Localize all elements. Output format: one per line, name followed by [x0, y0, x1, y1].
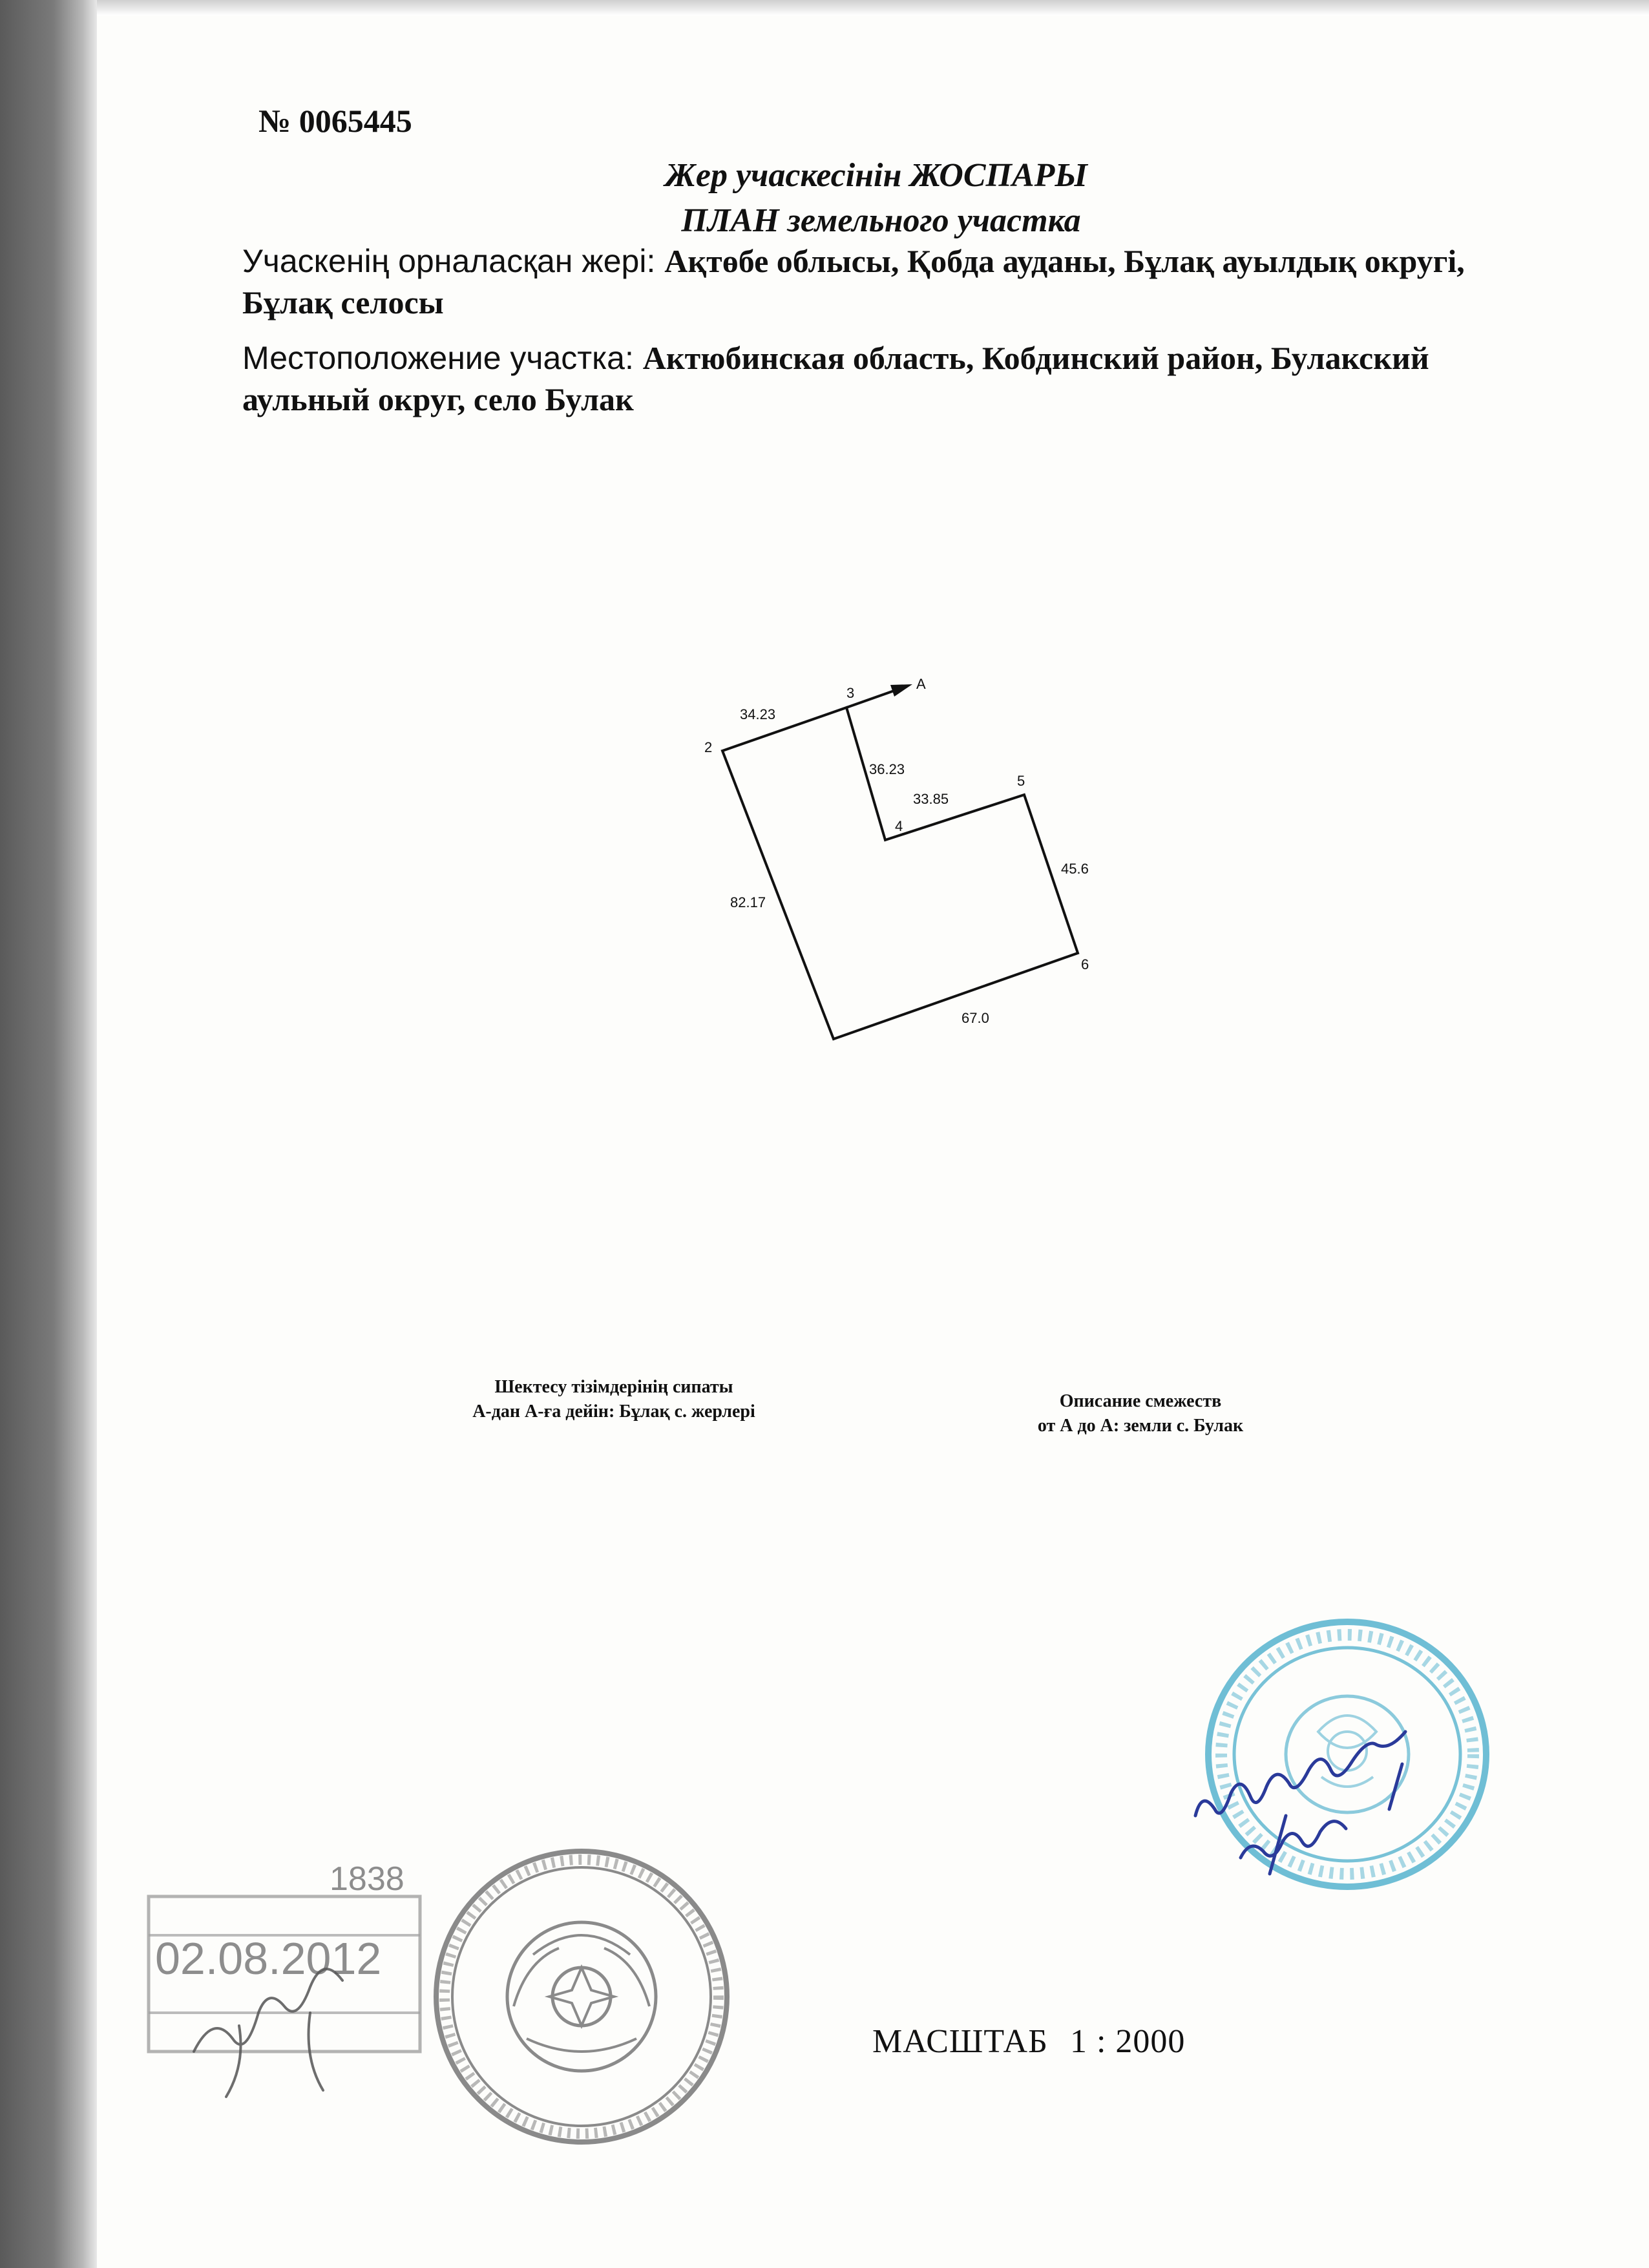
point-label-3: 3 — [846, 685, 855, 701]
document-number: № 0065445 — [258, 103, 412, 139]
scale-label: МАСШТАБ — [872, 2023, 1048, 2060]
date-stamp-number: 1838 — [330, 1860, 404, 1898]
point-label-4: 4 — [895, 818, 903, 834]
adjacency-kz-text: А-дан А-ға дейін: Бұлақ с. жерлері — [472, 1402, 755, 1422]
point-label-5: 5 — [1017, 773, 1025, 789]
scale — [872, 2022, 1185, 2061]
date-stamp-date: 02.08.2012 — [155, 1933, 382, 1984]
adjacency-kz-title: Шектесу тізімдерінің сипаты — [494, 1377, 733, 1397]
edge-length-5-6: 45.6 — [1061, 861, 1089, 877]
edge-length-6-1: 67.0 — [961, 1010, 989, 1026]
adjacency-ru-title: Описание смежеств — [1059, 1391, 1222, 1411]
scale-value: 1 : 2000 — [1069, 2023, 1186, 2060]
gray-date-stamp — [142, 1845, 433, 2103]
edge-length-2-3: 34.23 — [740, 706, 776, 722]
location-kz-value: Ақтөбе облысы, Қобда ауданы, Бұлақ ауылдық округі, Бұлақ селосы — [242, 243, 1465, 320]
location-kz-label: Учаскенің орналасқан жері: — [242, 243, 665, 279]
adjacency-ru — [960, 1389, 1321, 1438]
plot-boundary — [722, 708, 1078, 1039]
point-label-2: 2 — [704, 739, 713, 755]
gray-round-seal — [430, 1845, 733, 2148]
adjacency-kz — [414, 1375, 814, 1424]
blue-round-stamp — [1189, 1602, 1499, 1900]
edge-length-1-2: 82.17 — [730, 894, 766, 910]
north-arrow-head — [890, 684, 912, 697]
edge-length-3-4: 36.23 — [869, 761, 905, 777]
title-ru: ПЛАН земельного участка — [681, 202, 1081, 239]
adjacency-ru-text: от А до А: земли с. Булак — [1037, 1416, 1244, 1436]
title-kz: Жер учаскесінін ЖОСПАРЫ — [665, 157, 1087, 194]
location-ru-value: Актюбинская область, Кобдинский район, Булакский аульный округ, село Булак — [242, 340, 1429, 417]
edge-length-4-5: 33.85 — [913, 791, 949, 807]
location-ru-label: Местоположение участка: — [242, 340, 643, 376]
point-label-6: 6 — [1081, 956, 1089, 972]
north-arrow-line — [846, 689, 899, 708]
north-arrow-label: А — [916, 676, 926, 692]
